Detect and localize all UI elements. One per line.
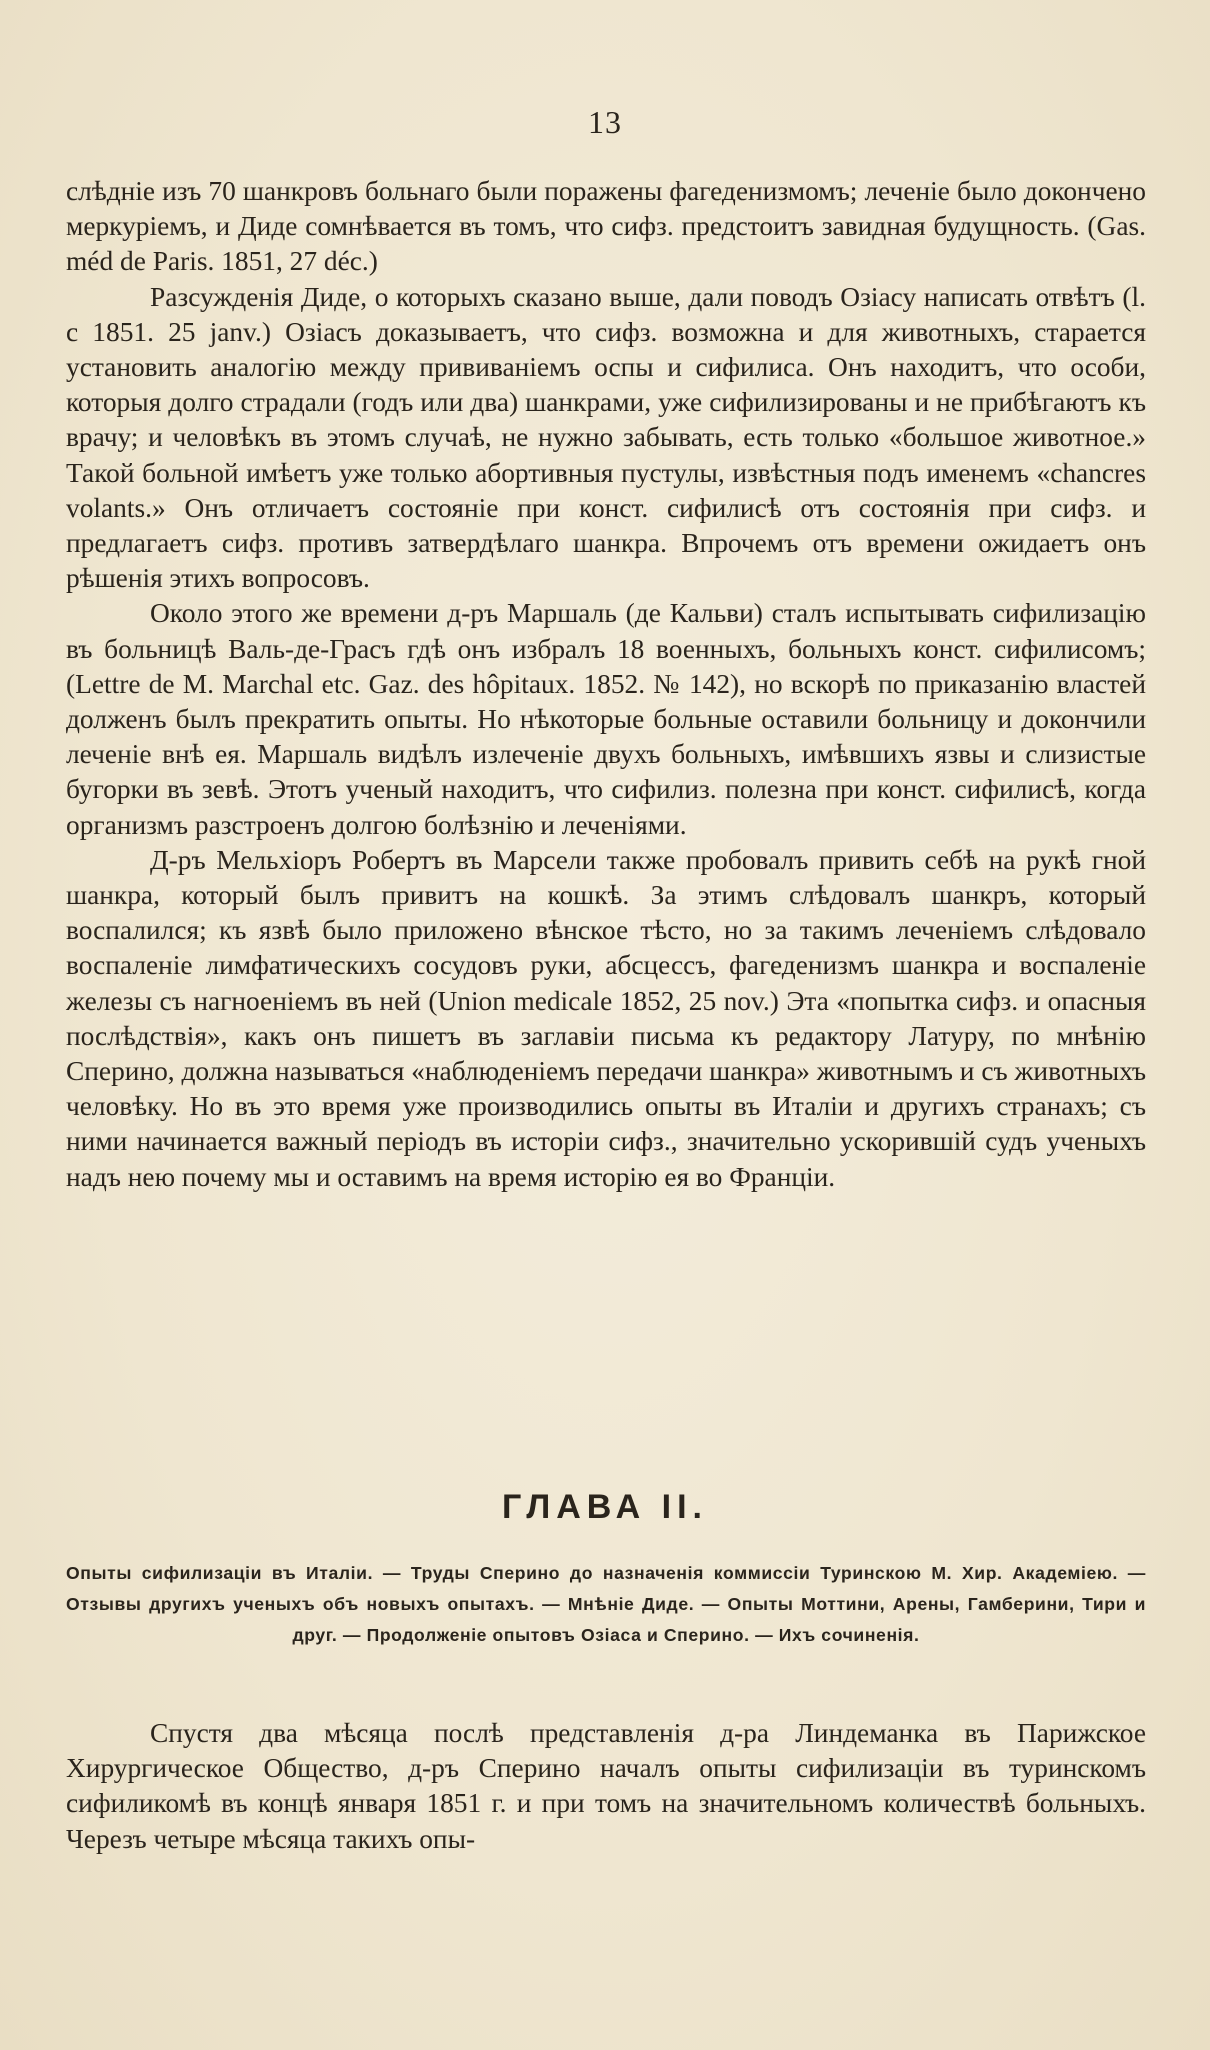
page-number: 13	[588, 104, 622, 140]
chapter-title: ГЛАВА II.	[501, 1488, 709, 1526]
paragraph-5: Спустя два мѣсяца послѣ представленія д-ра Линдеманка въ Парижское Хирургическое Общество, д-ръ Сперино началъ опыты сифилизаціи въ туринскомъ сифиликомѣ въ концѣ января 1851 г. и при томъ на значительномъ количествѣ больныхъ. Черезъ четыре мѣсяца такихъ опы-	[66, 1718, 1146, 1854]
paragraph-4: Д-ръ Мельхіоръ Робертъ въ Марсели также пробовалъ привить себѣ на рукѣ гной шанкра, который былъ привитъ на кошкѣ. За этимъ слѣдовалъ шанкръ, который воспалился; къ язвѣ было приложено вѣнское тѣсто, но за такимъ леченіемъ слѣдовало воспаленіе лимфатическихъ сосудовъ руки, абсцессъ, фагеденизмъ шанкра и воспаленіе железы съ нагноеніемъ въ ней (Union medicale 1852, 25 nov.) Эта «попытка сифз. и опасныя послѣдствія», какъ онъ пишетъ въ заглавіи письма къ редактору Латуру, по мнѣнію Сперино, должна называться «наблюденіемъ передачи шанкра» животнымъ и съ животныхъ человѣку. Но въ это время уже производились опыты въ Италіи и другихъ странахъ; съ ними начинается важный періодъ въ исторіи сифз., значительно ускорившій судъ ученыхъ надъ нею почему мы и оставимъ на время исторію ея во Франціи.	[66, 844, 1146, 1192]
paragraph-1: слѣдніе изъ 70 шанкровъ больнаго были поражены фагеденизмомъ; леченіе было докончено меркуріемъ, и Диде сомнѣвается въ томъ, что сифз. предстоитъ завидная будущность. (Gas. méd de Paris. 1851, 27 déc.)	[66, 176, 1146, 277]
chapter-summary: Опыты сифилизаціи въ Италіи. — Труды Сперино до назначенія коммиссіи Туринскою М. Хир. Академіею. — Отзывы другихъ ученыхъ объ новыхъ опытахъ. — Мнѣніе Диде. — Опыты Моттини, Арены, Гамберини, Тири и друг. — Продолженіе опытовъ Озіаса и Сперино. — Ихъ сочиненія.	[66, 1563, 1146, 1645]
paragraph-3: Около этого же времени д-ръ Маршаль (де Кальви) сталъ испытывать сифилизацію въ больницѣ Валь-де-Грасъ гдѣ онъ избралъ 18 военныхъ, больныхъ конст. сифилисомъ; (Lettre de M. Marchal etc. Gaz. des hôpitaux. 1852. № 142), но вскорѣ по приказанію властей долженъ былъ прекратить опыты. Но нѣкоторые больные оставили больницу и докончили леченіе внѣ ея. Маршаль видѣлъ излеченіе двухъ больныхъ, имѣвшихъ язвы и слизистые бугорки въ зевѣ. Этотъ ученый находитъ, что сифилиз. полезна при конст. сифилисѣ, когда организмъ разстроенъ долгою болѣзнію и леченіями.	[66, 598, 1146, 840]
paragraph-2: Разсужденія Диде, о которыхъ сказано выше, дали поводъ Озіасу написать отвѣтъ (l. c 1851. 25 janv.) Озіасъ доказываетъ, что сифз. возможна и для животныхъ, старается установить аналогію между прививаніемъ оспы и сифилиса. Онъ находитъ, что особи, которыя долго страдали (годъ или два) шанкрами, уже сифилизированы и не прибѣгаютъ къ врачу; и человѣкъ въ этомъ случаѣ, не нужно забывать, есть только «большое животное.» Такой больной имѣетъ уже только абортивныя пустулы, извѣстныя подъ именемъ «chancres volants.» Онъ отличаетъ состояніе при конст. сифилисѣ отъ состоянія при сифз. и предлагаетъ сифз. противъ затвердѣлаго шанкра. Впрочемъ отъ времени ожидаетъ онъ рѣшенія этихъ вопросовъ.	[66, 281, 1146, 594]
body-text-top	[66, 174, 1146, 1195]
body-text-bottom	[66, 1716, 1146, 1857]
